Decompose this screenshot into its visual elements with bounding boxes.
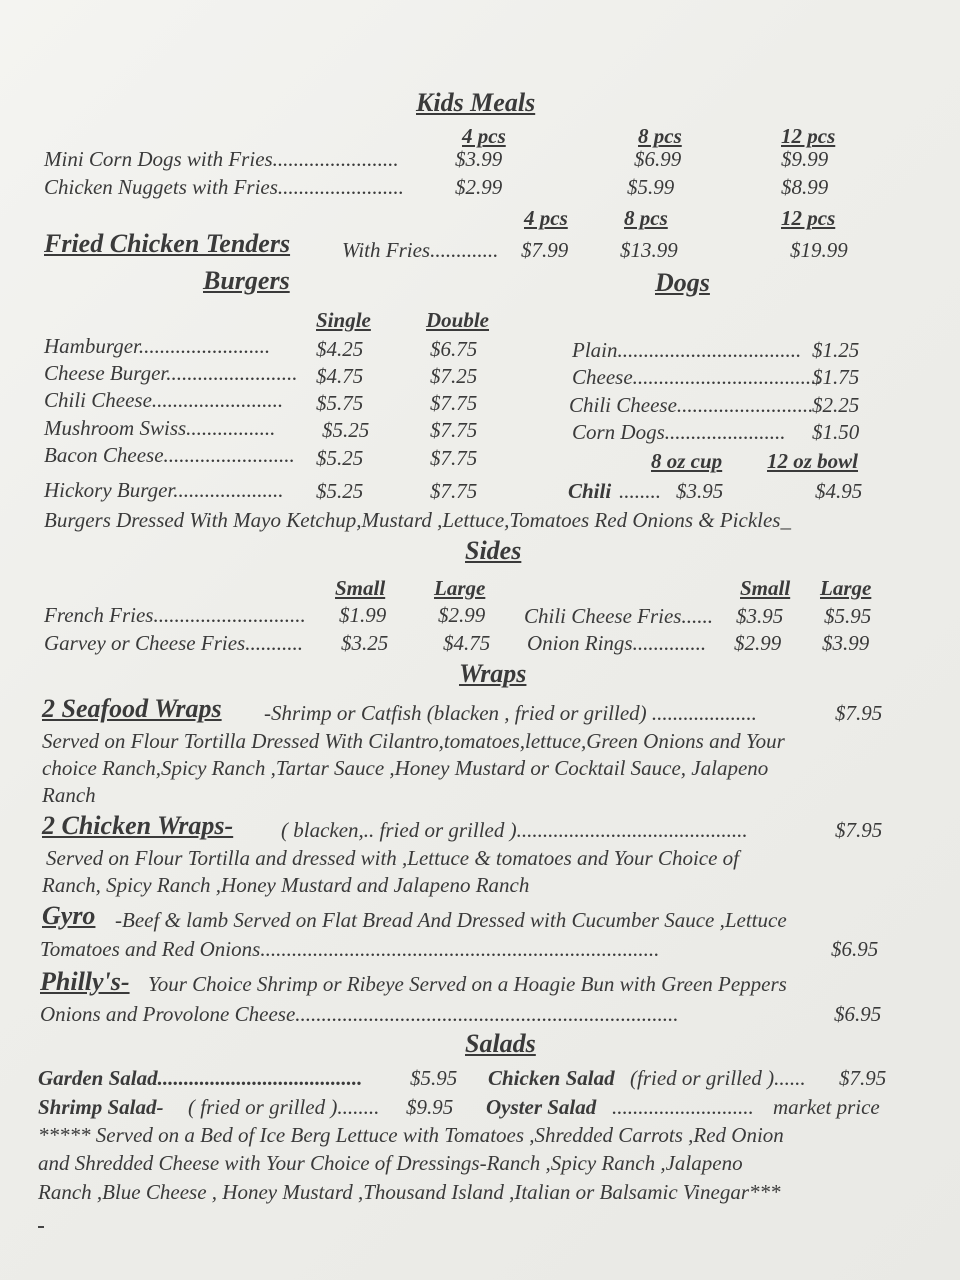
price: $9.99: [781, 147, 829, 171]
price: $7.95: [839, 1066, 887, 1090]
price: $8.99: [781, 175, 829, 199]
phillys-title: Philly's-: [40, 967, 130, 996]
price: $6.95: [834, 1002, 882, 1026]
price: $7.75: [430, 391, 478, 415]
salads-note-line3: Ranch ,Blue Cheese , Honey Mustard ,Thousand Island ,Italian or Balsamic Vinegar***: [38, 1180, 781, 1204]
seafood-wraps-title: 2 Seafood Wraps: [42, 694, 222, 723]
salads-heading: Salads: [465, 1029, 536, 1058]
sides-col-large-2: Large: [820, 576, 872, 600]
salads-note-line2: and Shredded Cheese with Your Choice of Dressings-Ranch ,Spicy Ranch ,Jalapeno: [38, 1151, 743, 1175]
chicken-wraps-title: 2 Chicken Wraps-: [42, 811, 234, 840]
menu-item-garden-salad: Garden Salad.......................................: [38, 1066, 363, 1090]
price: $6.95: [831, 937, 879, 961]
menu-item-oyster-salad: Oyster Salad: [486, 1095, 597, 1119]
menu-item-chicken-nuggets: Chicken Nuggets with Fries........................: [44, 175, 404, 199]
burgers-dressing-note: Burgers Dressed With Mayo Ketchup,Mustard ,Lettuce,Tomatoes Red Onions & Pickles_: [44, 508, 791, 532]
price: $5.95: [410, 1066, 458, 1090]
kids-col-12pcs: 12 pcs: [781, 124, 836, 148]
price: $3.95: [676, 479, 724, 503]
price: $5.25: [316, 479, 364, 503]
sides-col-small-2: Small: [740, 576, 791, 600]
price: $6.75: [430, 337, 478, 361]
seafood-wraps-line3: choice Ranch,Spicy Ranch ,Tartar Sauce ,Honey Mustard or Cocktail Sauce, Jalapeno: [42, 756, 769, 780]
menu-item-onion-rings: Onion Rings..............: [527, 631, 707, 655]
price: $5.25: [316, 446, 364, 470]
burgers-heading: Burgers: [203, 266, 290, 295]
price: $4.75: [316, 364, 364, 388]
chicken-wraps-line3: Ranch, Spicy Ranch ,Honey Mustard and Jalapeno Ranch: [42, 873, 530, 897]
shrimp-salad-note: ( fried or grilled )........: [188, 1095, 380, 1119]
price: $2.99: [455, 175, 503, 199]
menu-item-plain-dog: Plain...................................: [572, 338, 802, 362]
menu-item-garvey-fries: Garvey or Cheese Fries...........: [44, 631, 303, 655]
kids-col-8pcs: 8 pcs: [638, 124, 682, 148]
price: $7.99: [521, 238, 569, 262]
sides-col-large: Large: [434, 576, 486, 600]
price: $7.95: [835, 818, 883, 842]
fried-chicken-tenders-desc: With Fries.............: [342, 238, 499, 262]
price: $1.50: [812, 420, 860, 444]
sides-col-small: Small: [335, 576, 386, 600]
price: $3.25: [341, 631, 389, 655]
dogs-heading: Dogs: [655, 268, 710, 297]
seafood-wraps-desc: -Shrimp or Catfish (blacken , fried or grilled) ....................: [264, 701, 757, 725]
price: $5.25: [322, 418, 370, 442]
price: $4.95: [815, 479, 863, 503]
tenders-col-4pcs: 4 pcs: [524, 206, 568, 230]
menu-item-shrimp-salad: Shrimp Salad-: [38, 1095, 164, 1119]
menu-item-mini-corn-dogs: Mini Corn Dogs with Fries........................: [44, 147, 399, 171]
gyro-desc: -Beef & lamb Served on Flat Bread And Dressed with Cucumber Sauce ,Lettuce: [115, 908, 787, 932]
menu-item-chili-cheese-fries: Chili Cheese Fries......: [524, 604, 713, 628]
chili-col-bowl: 12 oz bowl: [767, 449, 859, 473]
price: $7.95: [835, 701, 883, 725]
price: $3.99: [822, 631, 870, 655]
burgers-col-double: Double: [426, 308, 489, 332]
menu-item-hamburger: Hamburger.........................: [44, 334, 271, 358]
price: $1.75: [812, 365, 860, 389]
price: $5.95: [824, 604, 872, 628]
chili-leader: ........: [619, 479, 661, 503]
stray-mark: [38, 1226, 44, 1228]
price: $7.75: [430, 446, 478, 470]
price: $13.99: [620, 238, 678, 262]
kids-meals-heading: Kids Meals: [416, 88, 536, 117]
price: $1.25: [812, 338, 860, 362]
menu-item-french-fries: French Fries.............................: [44, 603, 306, 627]
price: market price: [773, 1095, 880, 1119]
price: $7.75: [430, 479, 478, 503]
menu-item-hickory-burger: Hickory Burger.....................: [44, 478, 284, 502]
gyro-line2: Tomatoes and Red Onions............................................................................: [40, 937, 660, 961]
sides-heading: Sides: [465, 536, 522, 565]
menu-item-cheese-burger: Cheese Burger.........................: [44, 361, 298, 385]
fried-chicken-tenders-title: Fried Chicken Tenders: [44, 229, 291, 258]
menu-item-cheese-dog: Cheese....................................: [572, 365, 822, 389]
chicken-wraps-line2: Served on Flour Tortilla and dressed with ,Lettuce & tomatoes and Your Choice of: [46, 846, 739, 870]
tenders-col-12pcs: 12 pcs: [781, 206, 836, 230]
chili-col-cup: 8 oz cup: [651, 449, 723, 473]
price: $4.25: [316, 337, 364, 361]
menu-item-bacon-cheese: Bacon Cheese.........................: [44, 443, 295, 467]
kids-col-4pcs: 4 pcs: [462, 124, 506, 148]
phillys-line2: Onions and Provolone Cheese.........................................................................: [40, 1002, 679, 1026]
price: $3.95: [736, 604, 784, 628]
chicken-wraps-desc: ( blacken,.. fried or grilled )............................................: [281, 818, 748, 842]
price: $6.99: [634, 147, 682, 171]
price: $5.75: [316, 391, 364, 415]
menu-item-mushroom-swiss: Mushroom Swiss.................: [44, 416, 276, 440]
menu-item-chili: Chili: [568, 479, 612, 503]
salads-note-line1: ***** Served on a Bed of Ice Berg Lettuce with Tomatoes ,Shredded Carrots ,Red Onion: [38, 1123, 784, 1147]
chicken-salad-note: (fried or grilled )......: [630, 1066, 806, 1090]
price: $4.75: [443, 631, 491, 655]
price: $2.25: [812, 393, 860, 417]
phillys-desc: Your Choice Shrimp or Ribeye Served on a Hoagie Bun with Green Peppers: [148, 972, 787, 996]
price: $1.99: [339, 603, 387, 627]
tenders-col-8pcs: 8 pcs: [624, 206, 668, 230]
oyster-salad-leader: ...........................: [612, 1095, 754, 1119]
price: $7.75: [430, 418, 478, 442]
price: $5.99: [627, 175, 675, 199]
menu-item-chili-cheese-burger: Chili Cheese.........................: [44, 388, 284, 412]
menu-item-chili-cheese-dog: Chili Cheese..........................: [569, 393, 814, 417]
seafood-wraps-line4: Ranch: [42, 783, 96, 807]
price: $19.99: [790, 238, 848, 262]
burgers-col-single: Single: [316, 308, 371, 332]
menu-item-corn-dogs: Corn Dogs.......................: [572, 420, 786, 444]
menu-item-chicken-salad: Chicken Salad: [488, 1066, 615, 1090]
price: $2.99: [438, 603, 486, 627]
gyro-title: Gyro: [42, 901, 96, 930]
seafood-wraps-line2: Served on Flour Tortilla Dressed With Cilantro,tomatoes,lettuce,Green Onions and Your: [42, 729, 785, 753]
price: $7.25: [430, 364, 478, 388]
price: $9.95: [406, 1095, 454, 1119]
wraps-heading: Wraps: [459, 659, 527, 688]
price: $2.99: [734, 631, 782, 655]
price: $3.99: [455, 147, 503, 171]
